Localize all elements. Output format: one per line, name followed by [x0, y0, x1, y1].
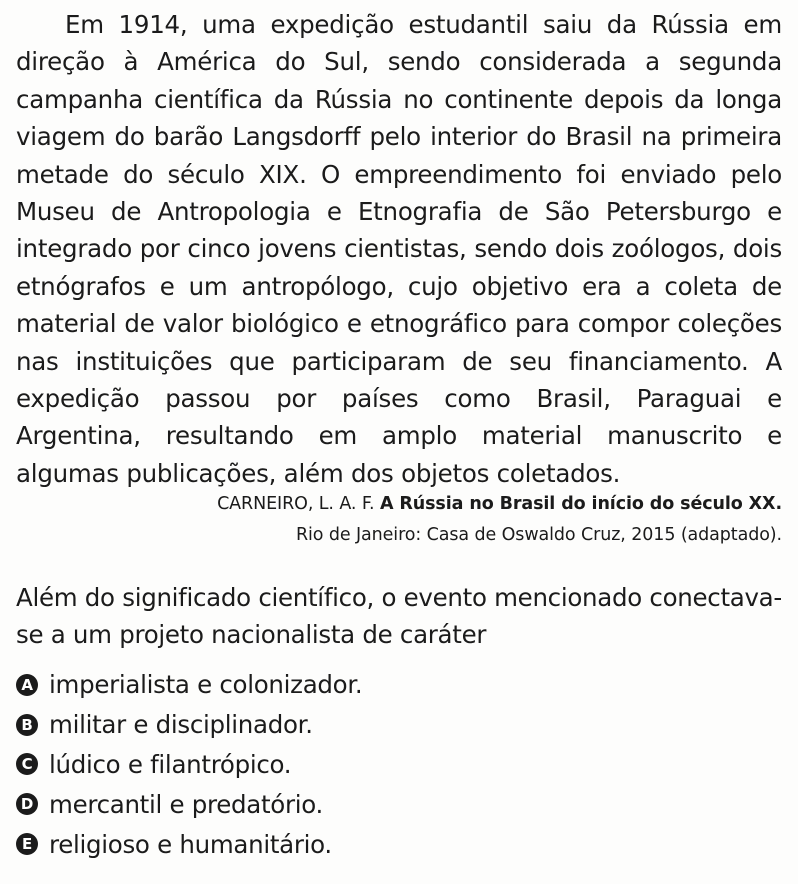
option-a-letter-icon: A	[16, 674, 38, 696]
option-c[interactable]	[16, 745, 362, 785]
answer-options	[16, 665, 362, 864]
option-b-text: militar e disciplinador.	[49, 710, 313, 740]
option-a[interactable]	[16, 665, 362, 705]
option-d-letter-icon: D	[16, 793, 38, 815]
citation-line-1	[217, 489, 782, 520]
option-e-text: religioso e humanitário.	[49, 829, 332, 859]
question-stem: Além do significado científico, o evento mencionado conectava-se a um projeto nacionalista de caráter	[16, 583, 782, 649]
citation-publisher: Rio de Janeiro: Casa de Oswaldo Cruz, 2015 (adaptado).	[295, 525, 782, 545]
option-e[interactable]	[16, 824, 362, 864]
citation-work: A Rússia no Brasil do início do século XX.	[379, 494, 782, 514]
option-c-text: lúdico e filantrópico.	[49, 749, 292, 779]
option-b-letter-icon: B	[16, 714, 38, 736]
option-d[interactable]	[16, 784, 362, 824]
option-c-letter-icon: C	[16, 753, 38, 775]
option-a-text: imperialista e colonizador.	[49, 670, 363, 700]
option-e-letter-icon: E	[16, 833, 38, 855]
option-b[interactable]	[16, 705, 362, 745]
citation	[217, 489, 782, 551]
option-d-text: mercantil e predatório.	[49, 789, 324, 819]
passage-text: Em 1914, uma expedição estudantil saiu da Rússia em direção à América do Sul, sendo considerada a segunda campanha científica da Rússia no continente depois da longa viagem do barão Langsdorff pelo interior do Brasil na primeira metade do século XIX. O empreendimento foi enviado pelo Museu de Antropologia e Etnografia de São Petersburgo e integrado por cinco jovens cientistas, sendo dois zoólogos, dois etnógrafos e um antropólogo, cujo objetivo era a coleta de material de valor biológico e etnográfico para compor coleções nas instituições que participaram de seu financiamento. A expedição passou por países como Brasil, Paraguai e Argentina, resultando em amplo material manuscrito e algumas publicações, além dos objetos coletados.	[16, 10, 782, 488]
citation-author: CARNEIRO, L. A. F.	[217, 494, 375, 514]
